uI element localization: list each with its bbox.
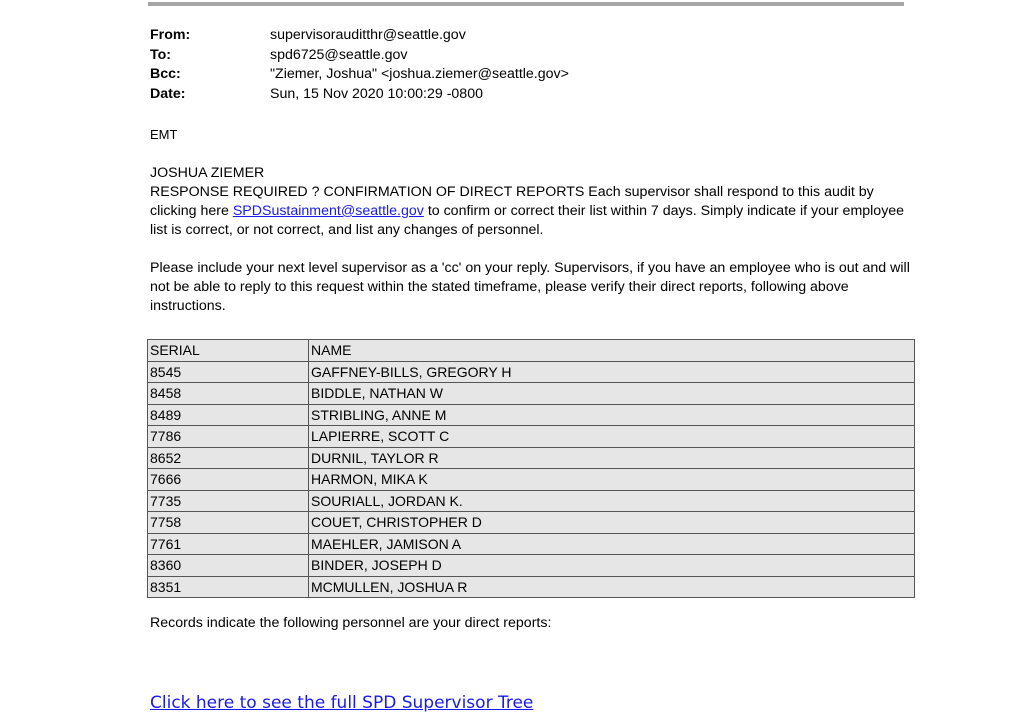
email-body — [150, 164, 920, 316]
instruction-text-end: to confirm or correct their list within 7 days. Simply indicate if your employee list is correct, or not correct, and list any changes of personnel. — [150, 203, 905, 238]
table-row — [148, 533, 915, 555]
emt-label: EMT — [150, 127, 178, 142]
to-value: spd6725@seattle.gov — [270, 46, 408, 63]
name-cell: BIDDLE, NATHAN W — [309, 383, 915, 405]
instruction-text-start: RESPONSE REQUIRED ? CONFIRMATION OF DIRECT REPORTS Each supervisor shall respond to this audit by clicking here — [150, 184, 874, 219]
bcc-row — [150, 65, 569, 85]
serial-cell: 7786 — [148, 426, 309, 448]
email-header — [150, 26, 569, 104]
serial-cell: 8652 — [148, 447, 309, 469]
date-label: Date: — [150, 85, 186, 102]
serial-cell: 8351 — [148, 576, 309, 598]
name-cell: GAFFNEY-BILLS, GREGORY H — [309, 361, 915, 383]
name-cell: MAEHLER, JAMISON A — [309, 533, 915, 555]
serial-cell: 7666 — [148, 469, 309, 491]
name-cell: DURNIL, TAYLOR R — [309, 447, 915, 469]
table-row — [148, 469, 915, 491]
direct-reports-table — [147, 339, 915, 598]
serial-column-header: SERIAL — [148, 340, 309, 362]
serial-cell: 7761 — [148, 533, 309, 555]
table-row — [148, 555, 915, 577]
from-value: supervisorauditthr@seattle.gov — [270, 27, 466, 43]
cc-instruction-paragraph: Please include your next level supervisor as a 'cc' on your reply. Supervisors, if you have an employee who is out and will not be able to reply to this request within the stated timeframe, please verify their direct reports, following above instructions. — [150, 260, 910, 314]
table-row — [148, 404, 915, 426]
name-cell: STRIBLING, ANNE M — [309, 404, 915, 426]
serial-cell: 7758 — [148, 512, 309, 534]
records-note: Records indicate the following personnel are your direct reports: — [150, 615, 552, 631]
from-label: From: — [150, 27, 191, 43]
supervisor-tree-link[interactable]: Click here to see the full SPD Supervisor Tree — [150, 693, 534, 713]
table-row — [148, 576, 915, 598]
table-header-row — [148, 340, 915, 362]
to-row — [150, 46, 569, 66]
bcc-label: Bcc: — [150, 66, 181, 82]
name-cell: SOURIALL, JORDAN K. — [309, 490, 915, 512]
name-cell: BINDER, JOSEPH D — [309, 555, 915, 577]
name-cell: COUET, CHRISTOPHER D — [309, 512, 915, 534]
serial-cell: 8489 — [148, 404, 309, 426]
serial-cell: 8545 — [148, 361, 309, 383]
instruction-paragraph — [150, 183, 920, 240]
table-row — [148, 447, 915, 469]
sustainment-email-link[interactable]: SPDSustainment@seattle.gov — [232, 203, 424, 219]
name-cell: HARMON, MIKA K — [309, 469, 915, 491]
name-column-header: NAME — [309, 340, 915, 362]
date-row — [150, 85, 569, 105]
recipient-name: JOSHUA ZIEMER — [150, 165, 265, 181]
name-cell: LAPIERRE, SCOTT C — [309, 426, 915, 448]
bcc-value: "Ziemer, Joshua" <joshua.ziemer@seattle.gov> — [270, 66, 569, 82]
table-row — [148, 383, 915, 405]
table-row — [148, 512, 915, 534]
name-cell: MCMULLEN, JOSHUA R — [309, 576, 915, 598]
table-row — [148, 426, 915, 448]
table-row — [148, 490, 915, 512]
date-value: Sun, 15 Nov 2020 10:00:29 -0800 — [270, 85, 483, 102]
table-row — [148, 361, 915, 383]
from-row — [150, 26, 569, 46]
serial-cell: 8360 — [148, 555, 309, 577]
serial-cell: 7735 — [148, 490, 309, 512]
top-divider — [148, 2, 904, 6]
to-label: To: — [150, 46, 172, 63]
serial-cell: 8458 — [148, 383, 309, 405]
